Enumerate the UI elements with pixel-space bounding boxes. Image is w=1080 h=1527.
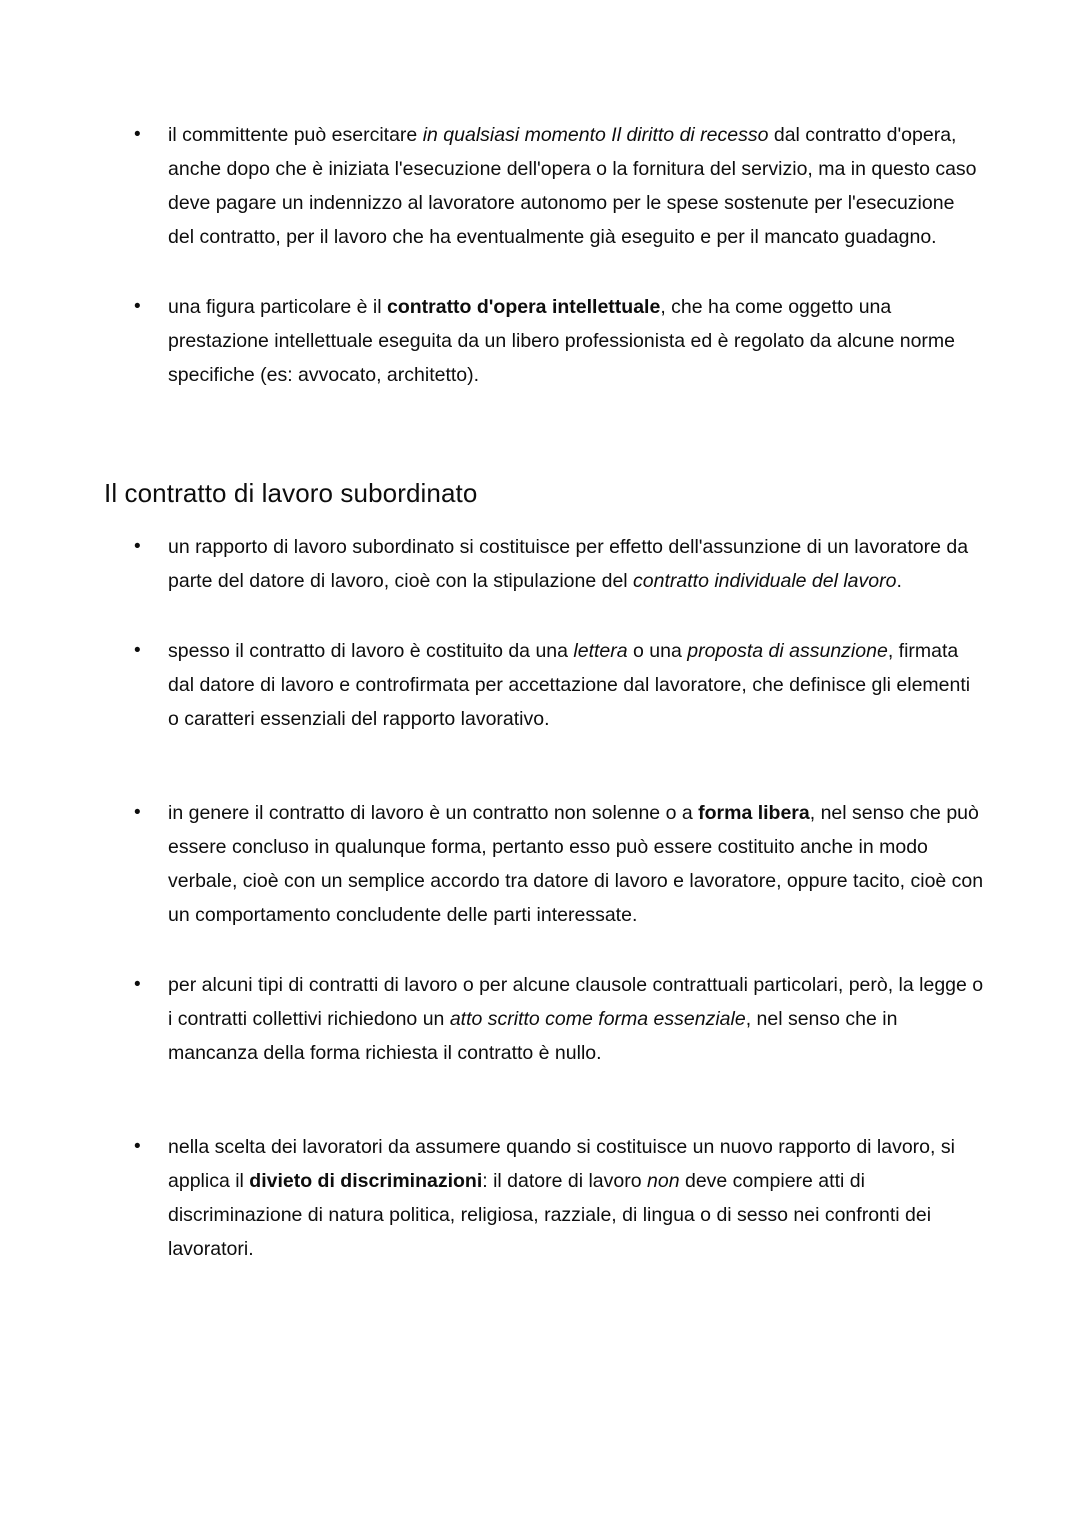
spacer [168,254,984,290]
bullet-icon: • [134,296,141,317]
list-spacer [104,932,984,968]
list-spacer [104,598,984,634]
text-run-bold: divieto di discriminazioni [249,1169,483,1192]
text-run-italic: non [647,1169,680,1192]
spacer [168,598,984,634]
text-run-normal: deve compiere atti di discriminazione di natura politica, religiosa, razziale, di lingua o di sesso nei confronti dei lavoratori. [168,1169,932,1260]
bullet-list-lavoro-subordinato [104,530,984,1266]
document-content [104,118,984,1266]
list-item-text [168,634,984,736]
bullet-icon: • [134,535,141,557]
bullet-icon: • [134,973,141,995]
text-run-normal: , nel senso che in mancanza della forma richiesta il contratto è nullo. [168,1007,898,1064]
text-run-normal: , firmata dal datore di lavoro e controfirmata per accettazione dal lavoratore, che definisce gli elementi o caratteri essenziali del rapporto lavorativo. [168,639,971,730]
text-run-normal: , che ha come oggetto una prestazione intellettuale eseguita da un libero professionista ed è regolato da alcune norme specifiche (es: avvocato, architetto). [168,296,956,386]
bullet-icon: • [134,801,141,823]
text-run-normal: un rapporto di lavoro subordinato si costituisce per effetto dell'assunzione di un lavoratore da parte del datore di lavoro, cioè con la stipulazione del [168,535,969,592]
spacer [168,736,984,796]
text-run-normal: una figura particolare è il [168,296,387,318]
text-run-normal: . [896,569,902,592]
bullet-icon: • [134,1135,141,1157]
spacer-after-heading [104,510,984,530]
text-run-normal: in genere il contratto di lavoro è un contratto non solenne o a [168,801,699,824]
bullet-icon: • [134,639,141,661]
bullet-icon: • [134,124,141,145]
text-run-italic: atto scritto come forma essenziale [449,1007,746,1030]
spacer [168,1070,984,1130]
list-item-text [168,796,984,932]
text-run-normal: nella scelta dei lavoratori da assumere quando si costituisce un nuovo rapporto di lavoro, si applica il [168,1135,955,1192]
list-item-text [168,290,984,392]
list-item [104,796,984,932]
page-title: Il contratto di lavoro subordinato [104,478,478,508]
text-run-bold: contratto d'opera intellettuale [386,296,661,318]
text-run-italic: lettera [573,639,628,662]
list-spacer [104,736,984,796]
spacer-before-heading [104,392,984,478]
bullet-list-contratto-dopera [104,118,984,392]
text-run-normal: , nel senso che può essere concluso in qualunque forma, pertanto esso può essere costituito anche in modo verbale, cioè con un semplice accordo tra datore di lavoro e lavoratore, oppure tacito, cioè con un comportamento concludente delle parti interessate. [168,801,984,926]
list-item-text [168,530,984,598]
text-run-italic: in qualsiasi momento Il diritto di recesso [422,124,769,146]
text-run-italic: contratto individuale del lavoro [633,569,897,592]
text-run-bold: forma libera [698,801,810,824]
text-run-normal: il committente può esercitare [168,124,423,146]
list-item [104,290,984,392]
text-run-normal: : il datore di lavoro [482,1169,648,1192]
text-run-normal: o una [627,639,688,662]
spacer [168,932,984,968]
list-item [104,530,984,598]
list-spacer [104,254,984,290]
list-item-text [168,1130,984,1266]
text-run-normal: per alcuni tipi di contratti di lavoro o per alcune clausole contrattuali particolari, però, la legge o i contratti collettivi richiedono un [168,973,984,1030]
list-item-text [168,968,984,1070]
text-run-normal: dal contratto d'opera, anche dopo che è iniziata l'esecuzione dell'opera o la fornitura del servizio, ma in questo caso deve pagare un indennizzo al lavoratore autonomo per le spese sostenute per l'esecuzione del contratto, per il lavoro che ha eventualmente già eseguito e per il mancato guadagno. [168,124,977,248]
list-spacer [104,1070,984,1130]
list-item [104,968,984,1070]
list-item-text [168,118,984,254]
list-item [104,1130,984,1266]
list-item [104,118,984,254]
list-item [104,634,984,736]
text-run-normal: spesso il contratto di lavoro è costituito da una [168,639,574,662]
text-run-italic: proposta di assunzione [687,639,888,662]
